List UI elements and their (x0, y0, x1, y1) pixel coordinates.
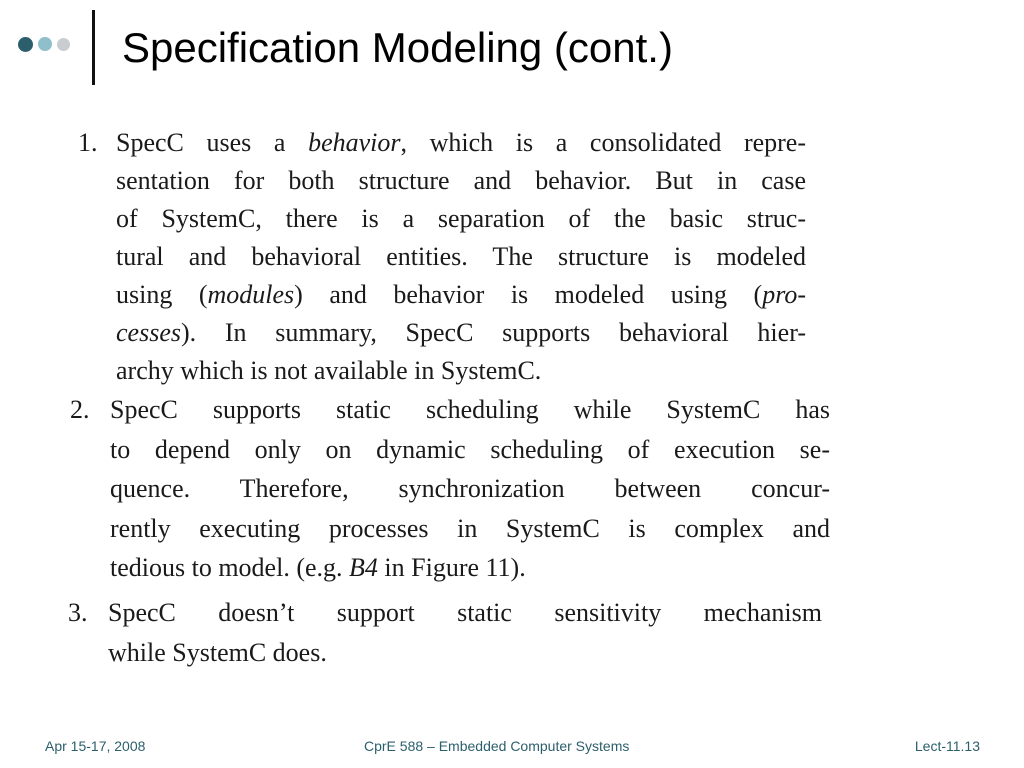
list-item-line: using (modules) and behavior is modeled using (pro- (116, 280, 807, 309)
footer-lecture-number: Lect-11.13 (914, 738, 980, 754)
list-item-line: SpecC doesn’t support static sensitivity mechanism (108, 598, 822, 627)
list-item-number: 3. (68, 598, 88, 627)
footer-date: Apr 15-17, 2008 (45, 738, 146, 754)
list-item-line: SpecC uses a behavior, which is a consolidated repre- (116, 128, 807, 157)
list-item-number: 2. (70, 395, 90, 424)
list-item-line: cesses). In summary, SpecC supports behavioral hier- (116, 318, 806, 347)
list-item-line: tural and behavioral entities. The structure is modeled (116, 242, 806, 271)
list-item-line: tedious to model. (e.g. B4 in Figure 11). (110, 553, 526, 582)
slide-title: Specification Modeling (cont.) (122, 24, 673, 71)
list-item-line: quence. Therefore, synchronization between concur- (110, 474, 830, 503)
list-item-line: sentation for both structure and behavior. But in case (116, 166, 806, 195)
list-item-line: archy which is not available in SystemC. (116, 356, 542, 385)
list-item-line: SpecC supports static scheduling while SystemC has (110, 395, 830, 424)
list-item-line: while SystemC does. (108, 638, 327, 667)
list-item-line: rently executing processes in SystemC is complex and (110, 513, 830, 543)
list-item-line: to depend only on dynamic scheduling of execution se- (110, 434, 830, 464)
list-item-line: of SystemC, there is a separation of the basic struc- (116, 204, 806, 233)
list-item-number: 1. (78, 128, 98, 157)
footer-course-title: CprE 588 – Embedded Computer Systems (364, 738, 630, 754)
